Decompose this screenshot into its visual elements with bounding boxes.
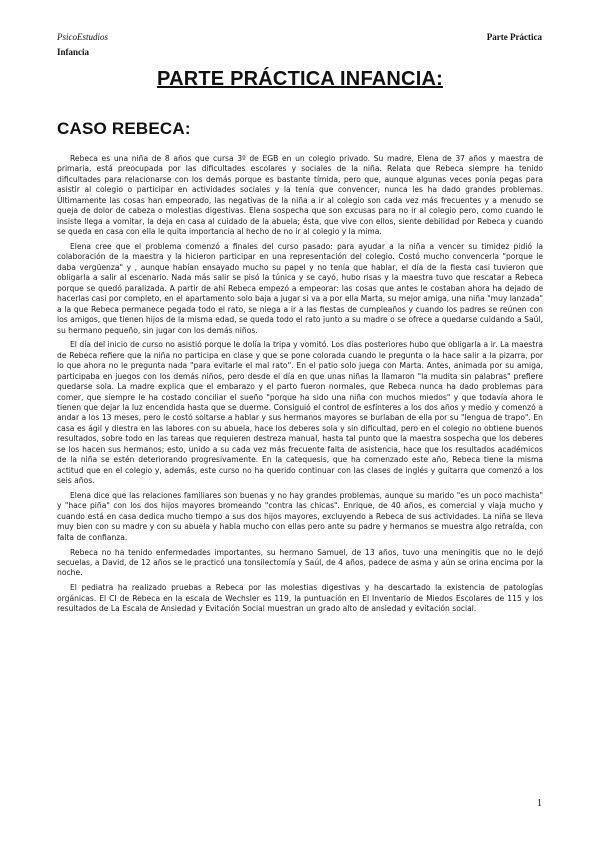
case-paragraph: Elena cree que el problema comenzó a finales del curso pasado: para ayudar a la niña a vencer su timidez pidió la colaboración de la maestra y la hicieron participar en una representación del colegio. Costó mucho convencerla "porque le daba vergüenza" y , aunque habían ensayado mucho su papel y no tenía que hablar, el día de la fiesta casi tuvieron que obligarla a salir al escenario. Nada más salir se pisó la túnica y se cayó, hubo risas y la maestra tuvo que rescatar a Rebeca porque se quedó paralizada. A partir de ahí Rebeca empezó a empeorar: las cosas que antes le costaban ahora ha dejado de hacerlas casi por completo, en el apartamento solo baja a jugar si va a por ella Marta, su mejor amiga, una niña "muy lanzada" a la que Rebeca permanece pegada todo el rato, se niega a ir a las fiestas de cumpleaños y cuando los padres se reúnen con los amigos, que tienen hijos de la misma edad, se queda todo el rato junto a su madre o se ofrece a quedarse cuidando a Saúl, su hermano pequeño, sin jugar con los demás niños. [57, 241, 543, 335]
case-title: CASO REBECA: [57, 119, 191, 138]
case-paragraph: Rebeca no ha tenido enfermedades importantes, su hermano Samuel, de 13 años, tuvo una meningitis que no le dejó secuelas, a David, de 12 años se le practicó una tonsilectomía y Saúl, de 4 años, padece de asma y aún se orina encima por la noche. [57, 547, 543, 578]
page-title: PARTE PRÁCTICA INFANCIA: [157, 68, 443, 90]
case-paragraph: El pediatra ha realizado pruebas a Rebeca por las molestias digestivas y ha descartado la existencia de patologías orgánicas. El CI de Rebeca en la escala de Wechsler es 119, la puntuación en El Inventario de Miedos Escolares de 115 y los resultados de La Escala de Ansiedad y Evitación Social muestran un grado alto de ansiedad y evitación social. [57, 583, 543, 614]
header-subject: Infancia [57, 47, 90, 57]
case-paragraph: El día del inicio de curso no asistió porque le dolía la tripa y vomitó. Los días posteriores hubo que obligarla a ir. La maestra de Rebeca refiere que la niña no participa en clase y que se pone colorada cuando le pregunta o la hace salir a la pizarra, por lo que ahora no le pregunta nada "para evitarle el mal rato". En el patio solo juega con Marta. Antes, animada por su amiga, participaba en juegos con los demás niños, pero desde el día en que unas niñas la llamaron "la mudita sin palabras" prefiere quedarse sola. La madre explica que el embarazo y el parto fueron normales, que Rebeca nunca ha dado problemas para comer, que siempre le ha costado conciliar el sueño "porque ha sido una niña con muchos miedos" y que todavía ahora le tienen que dejar la luz encendida hasta que se duerme. Consiguió el control de esfínteres a los dos años y medio y comenzó a andar a los 13 meses, pero le costó soltarse a hablar y sus hermanos mayores se burlaban de ella por su "lengua de trapo". En casa es ágil y diestra en las labores con su abuela, hace los deberes sola y sin dificultad, pero en el colegio no obtiene buenos resultados, sobre todo en las tareas que requieren destreza manual, hasta tal punto que la maestra sospecha que los deberes se los hacen sus hermanos; esto, unido a su cada vez más frecuente falta de asistencia, hace que los resultados académicos de la niña se estén deteriorando progresivamente. En la catequesis, que ha comenzado este año, Rebeca tiene la misma actitud que en el colegio y, además, este curso no ha querido continuar con las clases de inglés y guitarra que comenzó a los seis años. [57, 340, 543, 486]
page-header-left [57, 30, 108, 60]
header-school-name: PsicoEstudios [57, 32, 108, 42]
header-section: Parte Práctica [486, 32, 542, 42]
case-paragraph: Elena dice que las relaciones familiares son buenas y no hay grandes problemas, aunque su marido "es un poco machista" y "hace piña" con los dos hijos mayores bromeando "contra las chicas". Enrique, de 40 años, es comercial y viaja mucho y cuando está en casa dedica mucho tiempo a sus dos hijos mayores, excluyendo a Rebeca de sus actividades. La niña se lleva muy bien con su madre y con su abuela y habla mucho con ellas pero ante su padre y hermanos se muestra algo retraída, con falta de confianza. [57, 490, 543, 542]
case-body [57, 154, 543, 619]
page-number: 1 [537, 798, 542, 809]
case-paragraph: Rebeca es una niña de 8 años que cursa 3º de EGB en un colegio privado. Su madre, Elena de 37 años y maestra de primaria, está preocupada por las dificultades escolares y sociales de la niña. Relata que Rebeca siempre ha tenido dificultades para relacionarse con los demás porque es bastante tímida, pero que, aunque algunas veces ponía pegas para asistir al colegio o participar en actividades sociales y la tenía que convencer, nunca les ha dado grandes problemas. Últimamente las cosas han empeorado, las negativas de la niña a ir al colegio son cada vez más frecuentes y a menudo se queja de dolor de cabeza o molestias digestivas. Elena sospecha que son excusas para no ir al colegio pero, como cuando le insiste llega a vomitar, la deja en casa al cuidado de la abuela; ésta, que vive con ellos, siente debilidad por Rebeca y cuando se queda en casa con ella le quita importancia al hecho de no ir al colegio y la mima. [57, 154, 543, 237]
